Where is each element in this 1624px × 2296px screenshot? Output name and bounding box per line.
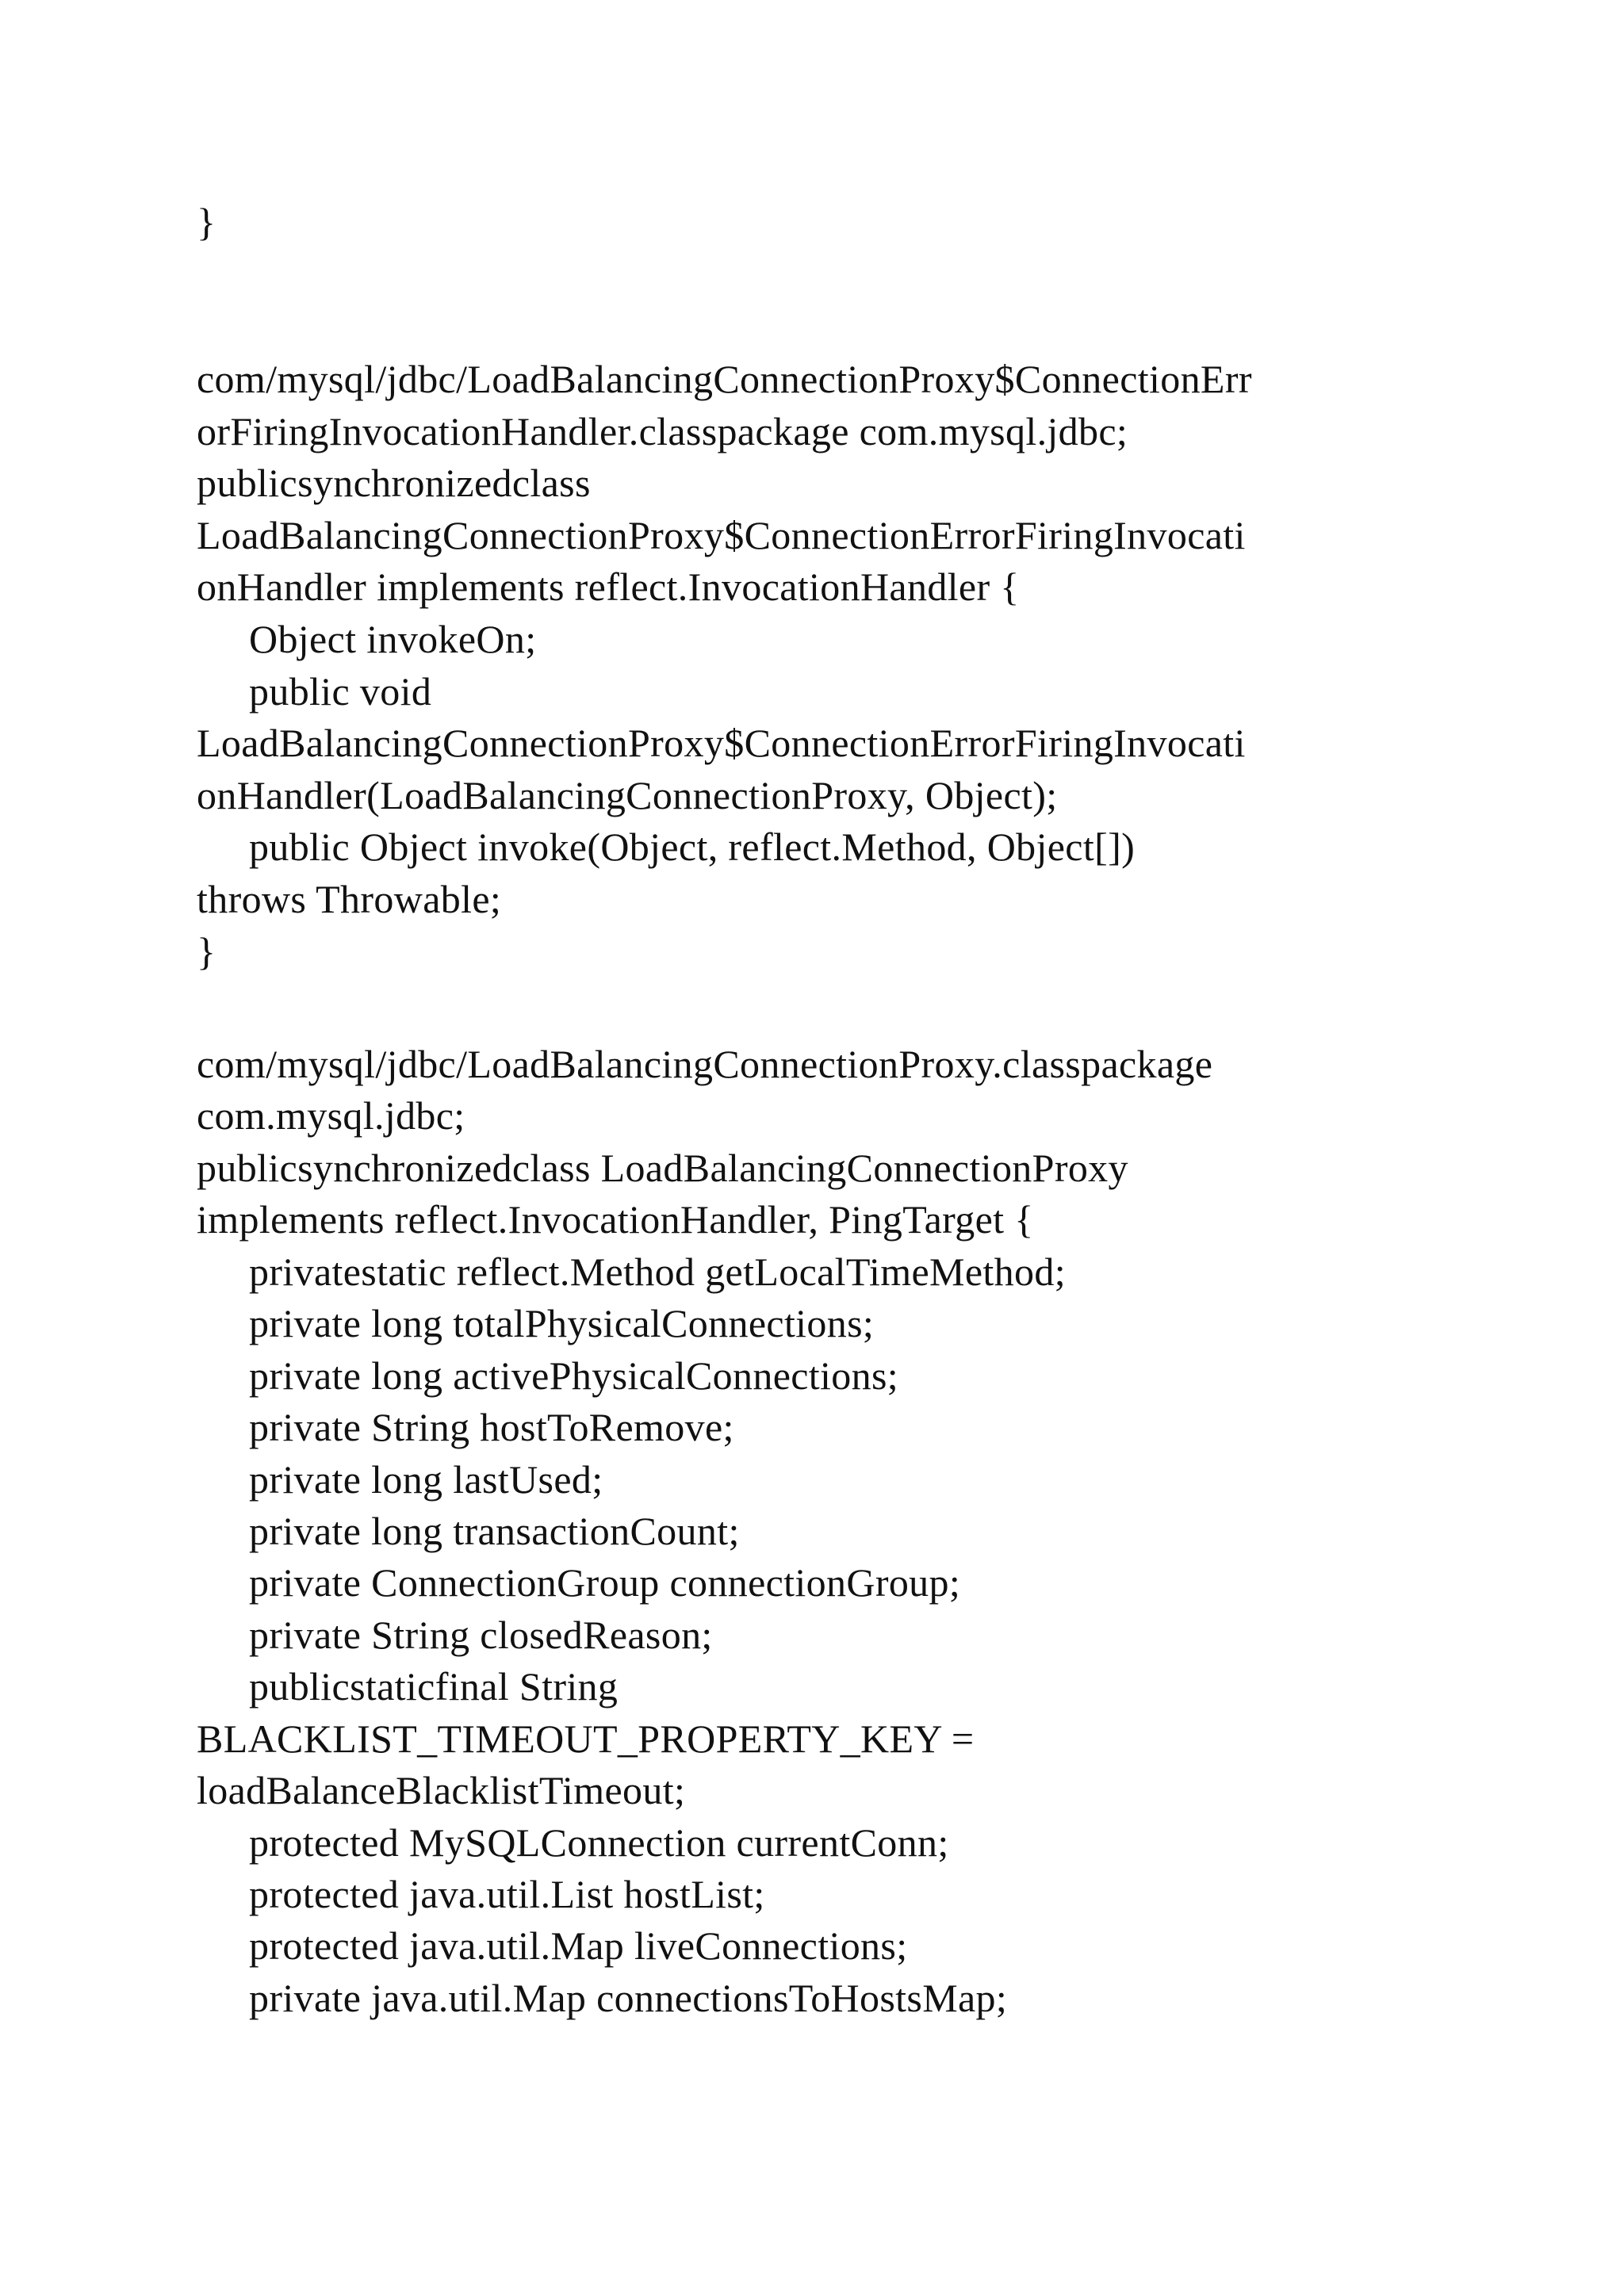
- code-line: throws Throwable;: [197, 876, 502, 921]
- code-line: publicsynchronizedclass: [197, 461, 591, 506]
- code-line: BLACKLIST_TIMEOUT_PROPERTY_KEY =: [197, 1716, 975, 1761]
- code-line: private long activePhysicalConnections;: [249, 1353, 899, 1398]
- code-line: com/mysql/jdbc/LoadBalancingConnectionProxy.classpackage: [197, 1042, 1213, 1086]
- code-line: private long lastUsed;: [249, 1456, 603, 1502]
- code-line: protected MySQLConnection currentConn;: [249, 1820, 949, 1865]
- code-line: loadBalanceBlacklistTimeout;: [197, 1768, 686, 1813]
- code-line: com/mysql/jdbc/LoadBalancingConnectionProxy$ConnectionErr: [197, 357, 1252, 401]
- code-line: }: [197, 200, 216, 244]
- code-line: private ConnectionGroup connectionGroup;: [249, 1560, 961, 1605]
- code-line: LoadBalancingConnectionProxy$ConnectionErrorFiringInvocati: [197, 512, 1246, 557]
- code-line: }: [197, 928, 216, 974]
- code-line: public void: [249, 668, 432, 714]
- code-line: com.mysql.jdbc;: [197, 1093, 465, 1138]
- code-line: private java.util.Map connectionsToHostsMap;: [249, 1975, 1008, 2020]
- code-line: implements reflect.InvocationHandler, PingTarget {: [197, 1197, 1034, 1242]
- code-line: orFiringInvocationHandler.classpackage com.mysql.jdbc;: [197, 408, 1128, 453]
- code-line: protected java.util.List hostList;: [249, 1872, 765, 1916]
- code-line: publicstaticfinal String: [249, 1664, 619, 1709]
- code-block-load-balancing-proxy-class: [197, 1039, 1481, 2024]
- code-line: protected java.util.Map liveConnections;: [249, 1923, 908, 1969]
- code-line: private String hostToRemove;: [249, 1405, 734, 1450]
- code-line: publicsynchronizedclass LoadBalancingConnectionProxy: [197, 1145, 1128, 1190]
- code-line: public Object invoke(Object, reflect.Method, Object[]): [249, 825, 1136, 870]
- code-block-error-firing-handler-class: [197, 354, 1481, 978]
- code-line: onHandler implements reflect.InvocationHandler {: [197, 564, 1020, 610]
- code-block-closing-brace: [197, 197, 1481, 249]
- code-line: private String closedReason;: [249, 1612, 713, 1657]
- code-line: LoadBalancingConnectionProxy$ConnectionErrorFiringInvocati: [197, 721, 1246, 766]
- code-line: private long totalPhysicalConnections;: [249, 1301, 875, 1346]
- code-line: private long transactionCount;: [249, 1508, 740, 1553]
- code-line: Object invokeOn;: [249, 616, 537, 661]
- code-line: onHandler(LoadBalancingConnectionProxy, Object);: [197, 772, 1058, 817]
- code-line: privatestatic reflect.Method getLocalTimeMethod;: [249, 1249, 1066, 1294]
